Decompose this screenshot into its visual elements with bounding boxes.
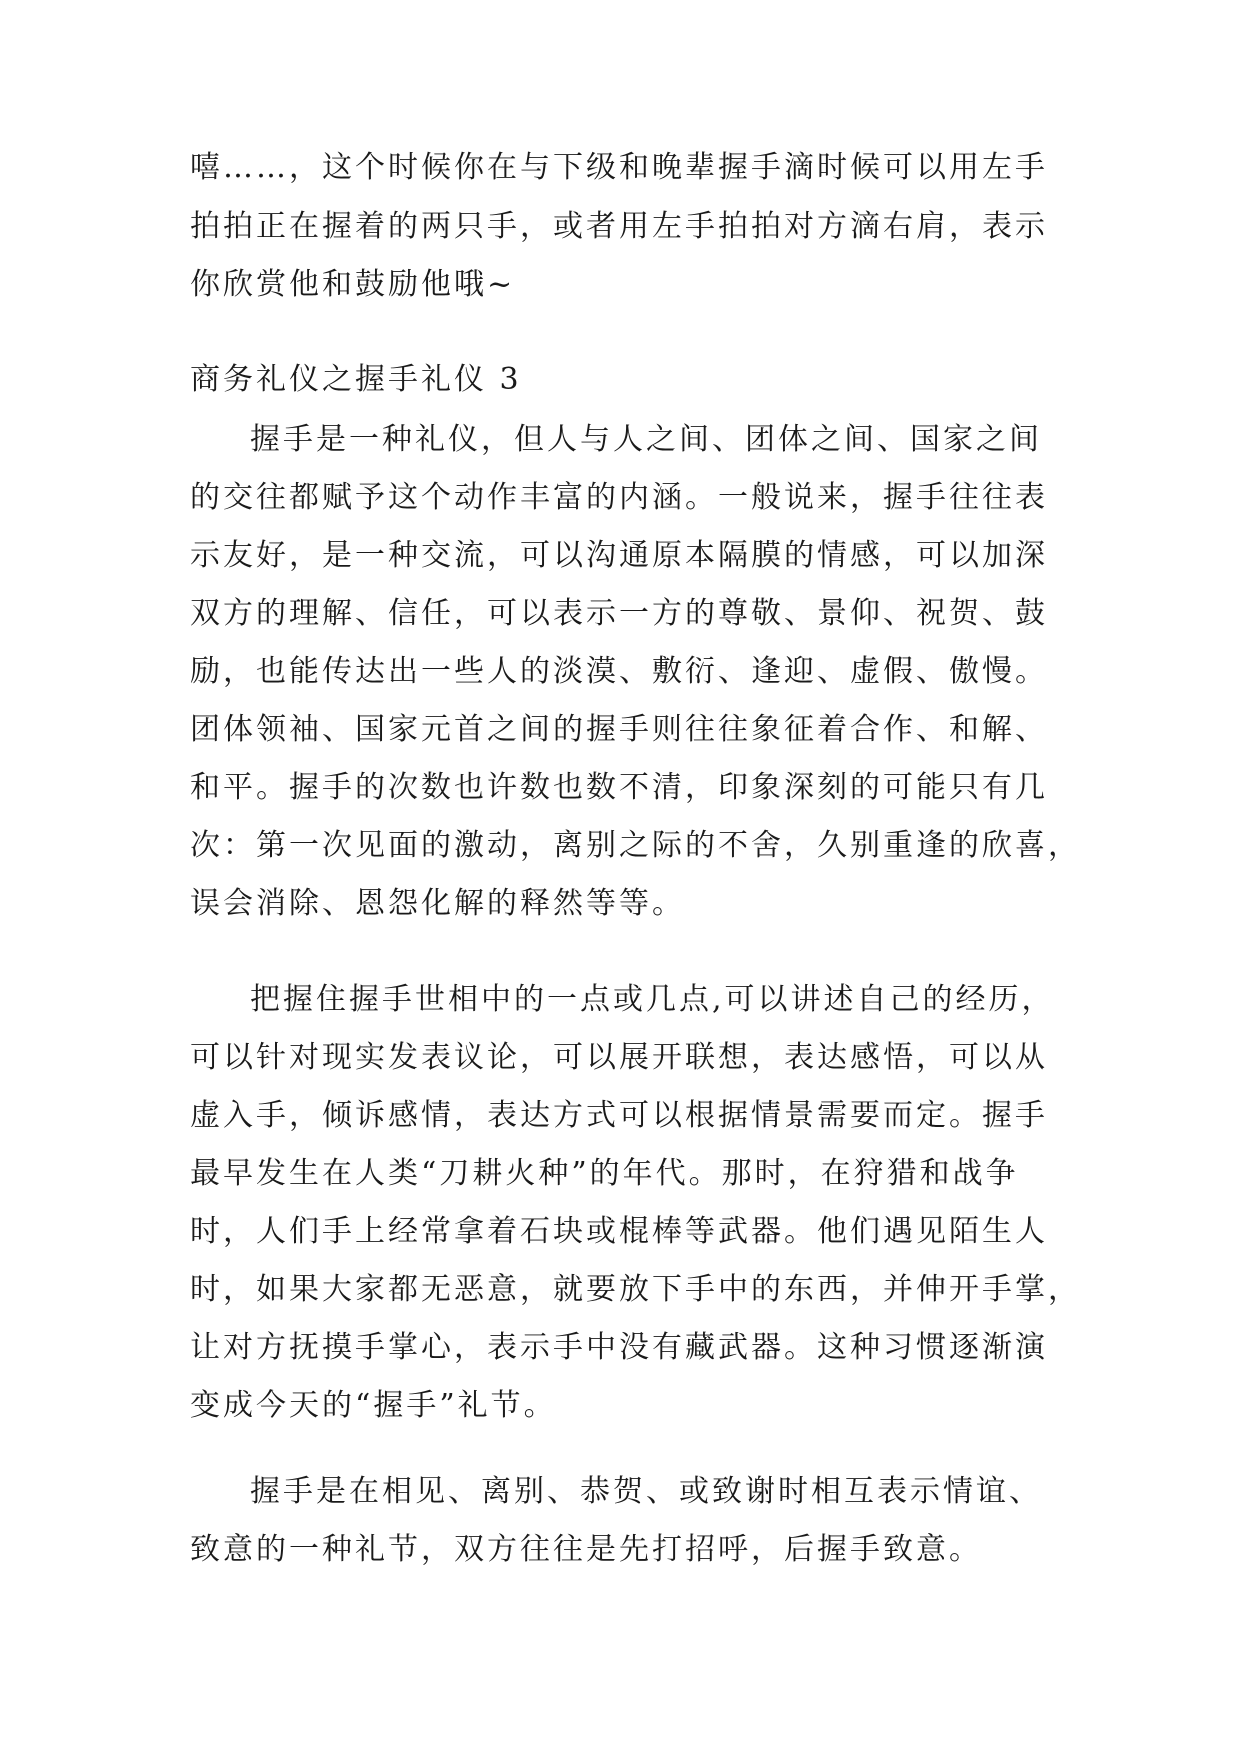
paragraph-line: 时，人们手上经常拿着石块或棍棒等武器。他们遇见陌生人 (190, 1214, 1048, 1249)
paragraph-line: 握手是在相见、离别、恭贺、或致谢时相互表示情谊、 (250, 1474, 1042, 1509)
paragraph-line: 让对方抚摸手掌心，表示手中没有藏武器。这种习惯逐渐演 (190, 1330, 1048, 1365)
paragraph-line: 时，如果大家都无恶意，就要放下手中的东西，并伸开手掌， (190, 1272, 1081, 1307)
paragraph-line: 团体领袖、国家元首之间的握手则往往象征着合作、和解、 (190, 712, 1048, 747)
paragraph-line: 示友好，是一种交流，可以沟通原本隔膜的情感，可以加深 (190, 538, 1048, 573)
paragraph-line: 把握住握手世相中的一点或几点,可以讲述自己的经历， (250, 982, 1055, 1017)
paragraph-line: 最早发生在人类“刀耕火种”的年代。那时，在狩猎和战争 (190, 1156, 1019, 1191)
paragraph-line: 虚入手，倾诉感情，表达方式可以根据情景需要而定。握手 (190, 1098, 1048, 1133)
continuation-line: 你欣赏他和鼓励他哦~ (190, 267, 516, 302)
paragraph-line: 致意的一种礼节，双方往往是先打招呼，后握手致意。 (190, 1532, 982, 1567)
continuation-line: 嘻……，这个时候你在与下级和晚辈握手滴时候可以用左手 (190, 150, 1048, 185)
paragraph-line: 误会消除、恩怨化解的释然等等。 (190, 886, 685, 921)
paragraph-line: 次：第一次见面的激动，离别之际的不舍，久别重逢的欣喜， (190, 828, 1081, 863)
paragraph-line: 的交往都赋予这个动作丰富的内涵。一般说来，握手往往表 (190, 480, 1048, 515)
paragraph-line: 变成今天的“握手”礼节。 (190, 1388, 557, 1423)
paragraph-line: 握手是一种礼仪，但人与人之间、团体之间、国家之间 (250, 422, 1042, 457)
paragraph-line: 双方的理解、信任，可以表示一方的尊敬、景仰、祝贺、鼓 (190, 596, 1048, 631)
paragraph-line: 励，也能传达出一些人的淡漠、敷衍、逢迎、虚假、傲慢。 (190, 654, 1048, 689)
paragraph-line: 和平。握手的次数也许数也数不清，印象深刻的可能只有几 (190, 770, 1048, 805)
section-title: 商务礼仪之握手礼仪 3 (190, 362, 522, 397)
paragraph-line: 可以针对现实发表议论，可以展开联想，表达感悟，可以从 (190, 1040, 1048, 1075)
continuation-line: 拍拍正在握着的两只手，或者用左手拍拍对方滴右肩，表示 (190, 209, 1048, 244)
